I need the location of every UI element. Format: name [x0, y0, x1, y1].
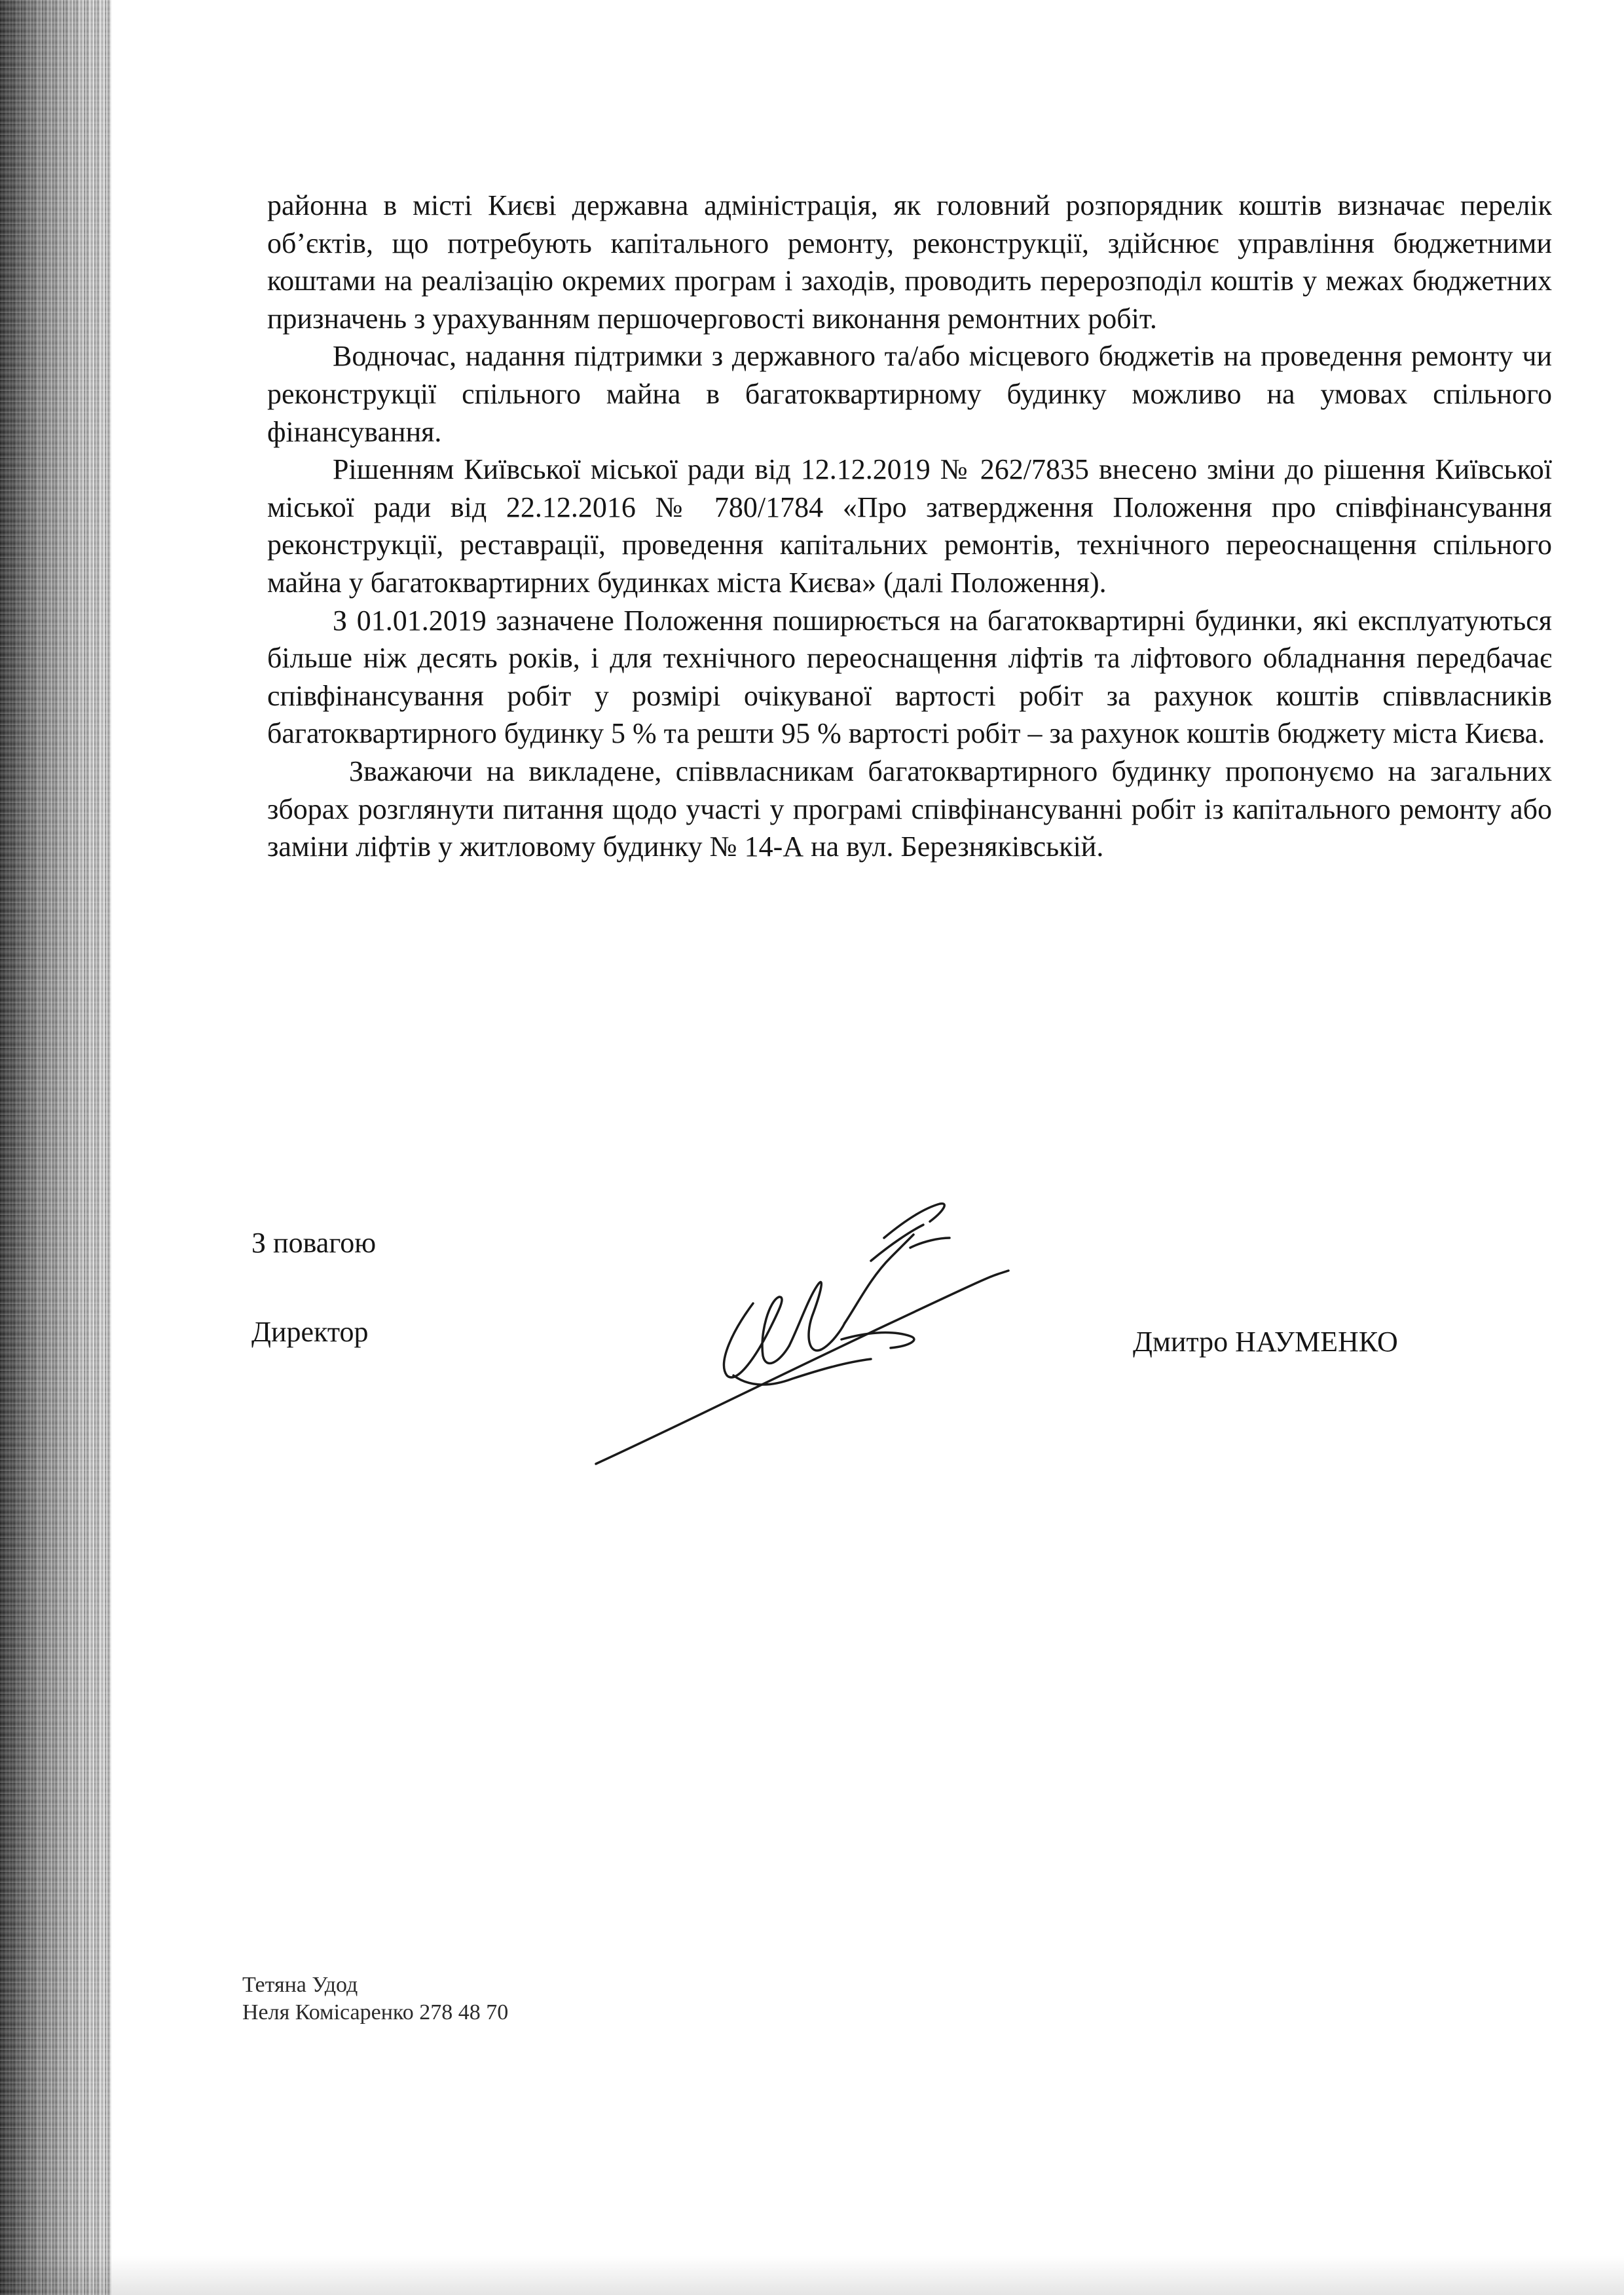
letter-body: [267, 187, 1552, 866]
paragraph-5: Зважаючи на викладене, співвласникам багатоквартирного будинку пропонуємо на загальних зборах розглянути питання щодо участі у програмі співфінансуванні робіт із капітального ремонту або заміни ліфтів у житловому будинку № 14-А на вул. Березняківській.: [267, 755, 1552, 863]
paragraph-3: Рішенням Київської міської ради від 12.12.2019 № 262/7835 внесено зміни до рішення Київської міської ради від 22.12.2016 № 780/1784 «Про затвердження Положення про співфінансування реконструкції, реставрації, проведення капітальних ремонтів, технічного переоснащення спільного майна у багатоквартирних будинках міста Києва» (далі Положення).: [267, 453, 1552, 599]
scan-shadow-edge: [0, 0, 111, 2295]
paragraph-1: районна в місті Києві державна адміністрація, як головний розпорядник коштів визначає перелік об’єктів, що потребують капітального ремонту, реконструкції, здійснює управління бюджетними коштами на реалізацію окремих програм і заходів, проводить перерозподіл коштів у межах бюджетних призначень з урахуванням першочерговості виконання ремонтних робіт.: [267, 189, 1552, 335]
scan-shadow-bottom: [0, 2256, 1624, 2295]
signer-position: Директор: [251, 1316, 369, 1348]
signer-name: Дмитро НАУМЕНКО: [1133, 1326, 1398, 1358]
closing-regards: З повагою: [251, 1227, 377, 1259]
paragraph-4: З 01.01.2019 зазначене Положення поширюється на багатоквартирні будинки, які експлуатуються більше ніж десять років, і для технічного переоснащення ліфтів та ліфтового обладнання передбачає співфінансування робіт у розмірі очікуваної вартості робіт за рахунок коштів співвласників багатоквартирного будинку 5 % та решти 95 % вартості робіт – за рахунок коштів бюджету міста Києва.: [267, 604, 1552, 750]
executors-block: [242, 1971, 508, 2026]
paragraph-2: Водночас, надання підтримки з державного та/або місцевого бюджетів на проведення ремонту чи реконструкції спільного майна в багатоквартирному будинку можливо на умовах спільного фінансування.: [267, 340, 1552, 448]
executor-line-1: Тетяна Удод: [242, 1973, 358, 1997]
executor-line-2: Неля Комісаренко 278 48 70: [242, 2000, 509, 2024]
handwritten-signature: [583, 1199, 1015, 1474]
